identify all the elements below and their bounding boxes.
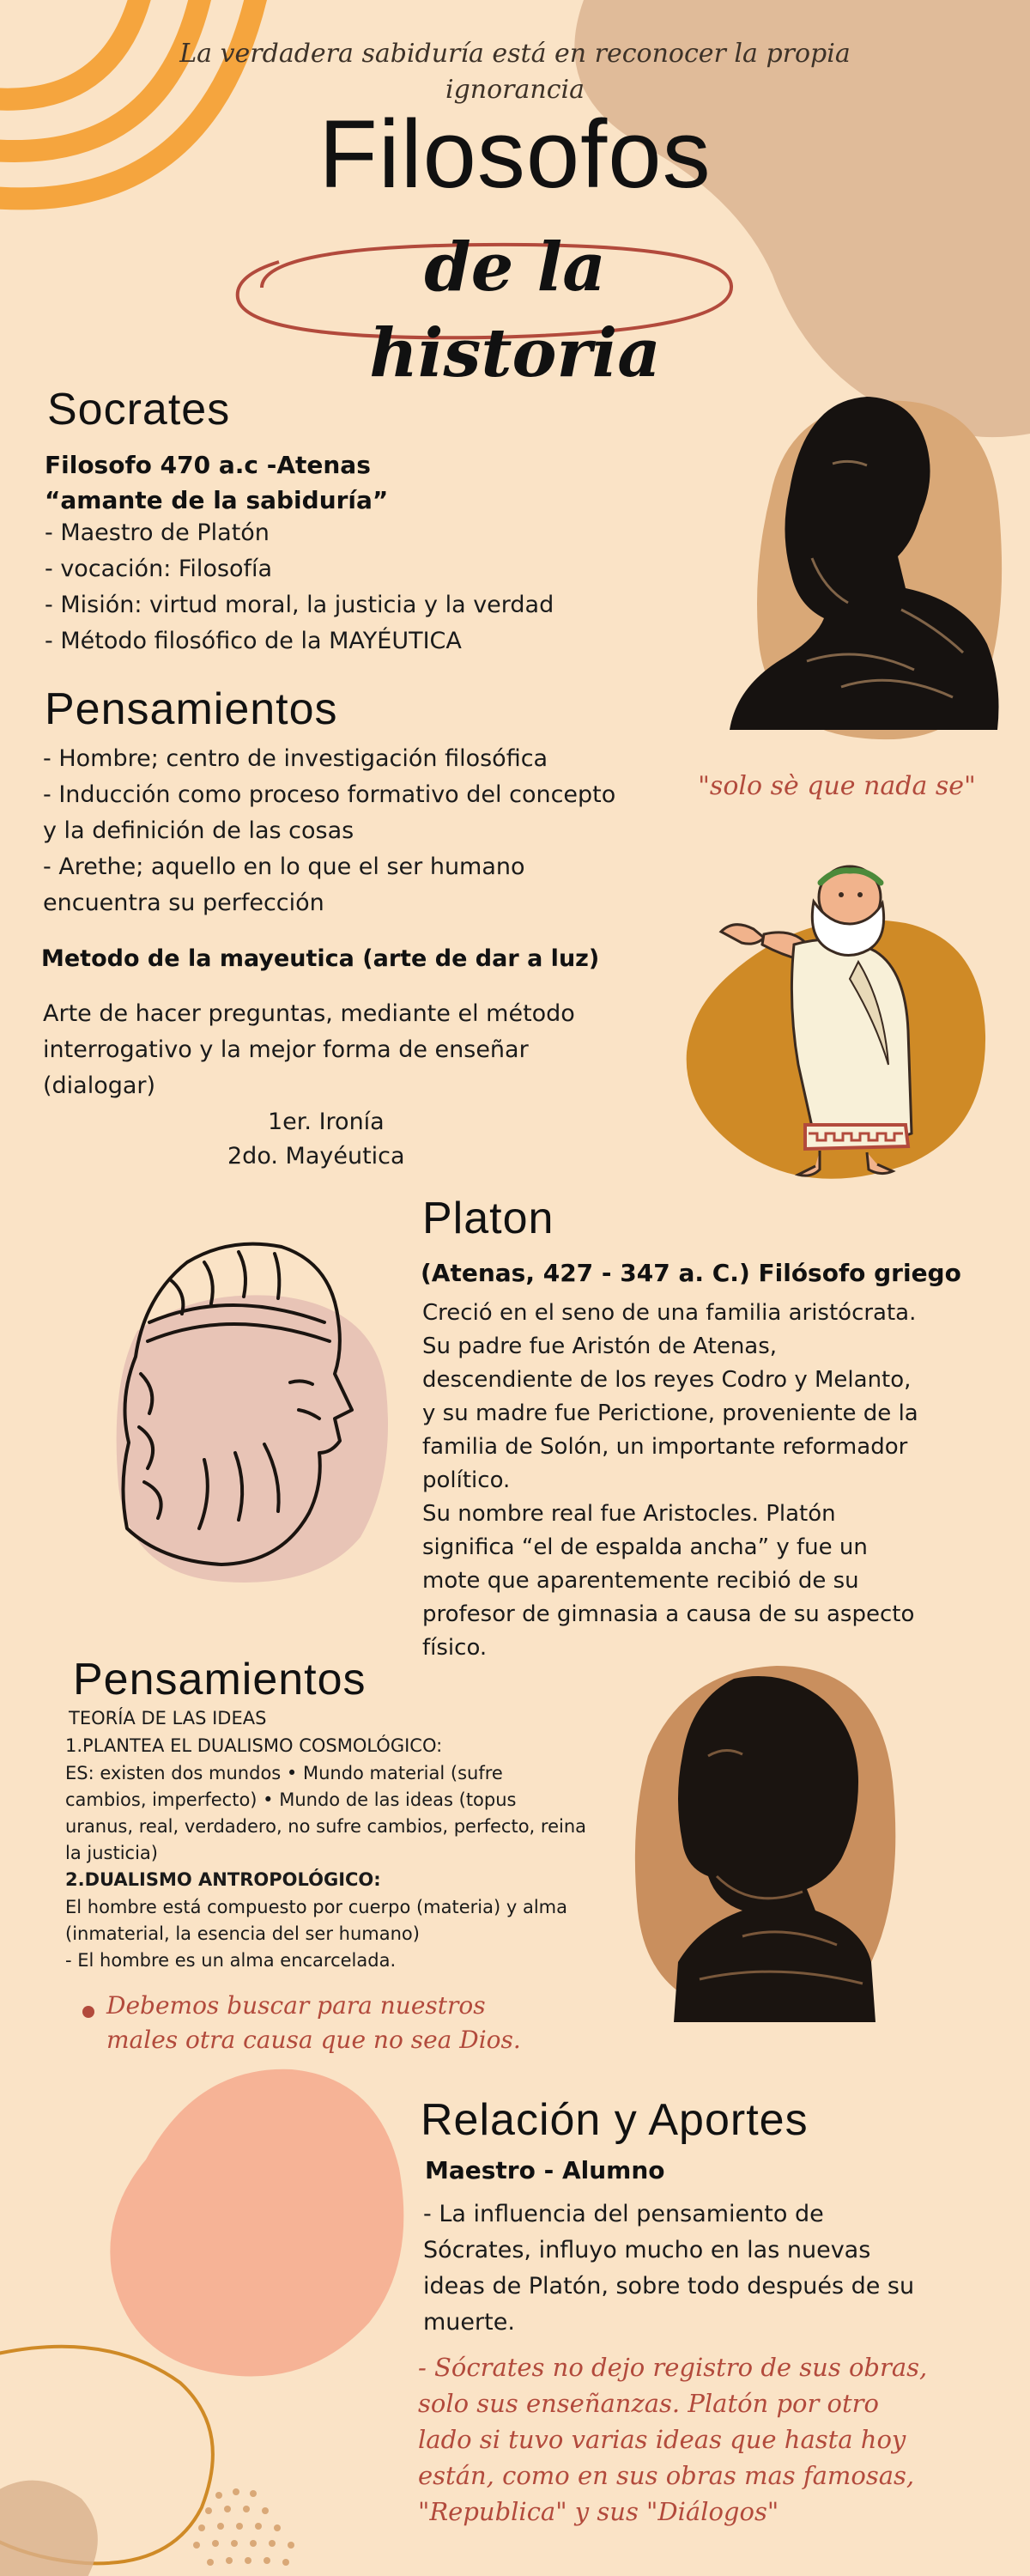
mayeutica-step-1: 1er. Ironía (268, 1109, 385, 1135)
page-subtitle: de la historia (369, 228, 661, 392)
socrates-fact-item: - Método filosófico de la MAYÉUTICA (45, 628, 462, 654)
mayeutica-method-heading: Metodo de la mayeutica (arte de dar a luz) (41, 945, 600, 972)
socrates-fact-item: - Misión: virtud moral, la justicia y la verdad (45, 592, 554, 618)
theory-of-ideas-title: TEORÍA DE LAS IDEAS (69, 1708, 267, 1728)
page-title: Filosofos (318, 100, 712, 208)
socrates-thought-item: - Arethe; aquello en lo que el ser humano encuentra su perfección (43, 854, 525, 916)
socrates-quote: "solo sè que nada se" (698, 771, 976, 801)
socrates-fact-item: - Maestro de Platón (45, 519, 270, 546)
socrates-bust-image (730, 386, 1004, 738)
mayeutica-method-text: Arte de hacer preguntas, mediante el método interrogativo y la mejor forma de enseñar (dialogar) (43, 1000, 575, 1099)
socrates-facts-list (45, 515, 645, 659)
relation-heading: Relación y Aportes (421, 2095, 809, 2145)
plato-thoughts-heading: Pensamientos (73, 1655, 367, 1704)
plato-bio-paragraph-2: Su nombre real fue Aristocles. Platón significa “el de espalda ancha” y fue un mote que aparentemente recibió de su profesor de gimnasia a causa de su aspecto físico. (422, 1501, 915, 1661)
relation-text: - La influencia del pensamiento de Sócrates, influyo mucho en las nuevas ideas de Platón, sobre todo después de su muerte. (423, 2201, 915, 2336)
socrates-intro-line-1: Filosofo 470 a.c -Atenas (45, 451, 371, 479)
socrates-thoughts-list (43, 741, 635, 921)
dots-pattern-bottom (185, 2482, 313, 2576)
anthropological-dualism-text: El hombre está compuesto por cuerpo (materia) y alma (inmaterial, la esencia del ser humano) (65, 1897, 567, 1944)
plato-heading: Platon (422, 1194, 554, 1243)
socrates-heading: Socrates (47, 385, 231, 434)
quote-bullet-dot (82, 2006, 94, 2018)
socrates-intro-line-2: “amante de la sabiduría” (45, 486, 389, 514)
cosmological-dualism-text: ES: existen dos mundos • Mundo material (sufre cambios, imperfecto) • Mundo de las ideas (topus uranus, real, verdadero, no sufre cambios, perfecto, reina la justicia) (65, 1763, 587, 1863)
socrates-cartoon-image (712, 850, 944, 1185)
socrates-thought-item: - Inducción como proceso formativo del concepto y la definición de las cosas (43, 781, 616, 844)
plato-quote: Debemos buscar para nuestros males otra causa que no sea Dios. (106, 1991, 521, 2054)
socrates-thoughts-heading: Pensamientos (45, 684, 338, 734)
mayeutica-step-2: 2do. Mayéutica (227, 1143, 405, 1170)
socrates-fact-item: - vocación: Filosofía (45, 556, 273, 582)
anthropological-dualism-title: 2.DUALISMO ANTROPOLÓGICO: (65, 1869, 381, 1890)
socrates-thought-item: - Hombre; centro de investigación filosófica (43, 745, 548, 772)
plato-subtitle: (Atenas, 427 - 347 a. C.) Filósofo griego (421, 1259, 961, 1287)
cosmological-dualism-title: 1.PLANTEA EL DUALISMO COSMOLÓGICO: (65, 1735, 443, 1756)
plato-bust-image (614, 1653, 897, 2031)
relation-quote: - Sócrates no dejo registro de sus obras, solo sus enseñanzas. Platón por otro lado si tuvo varias ideas que hasta hoy están, como en sus obras mas famosas, "Republica" y sus "Diálogos" (418, 2353, 928, 2526)
relation-subtitle: Maestro - Alumno (425, 2156, 665, 2184)
plato-head-image (110, 1228, 376, 1571)
plato-bio-paragraph-1: Creció en el seno de una familia aristócrata. Su padre fue Aristón de Atenas, descendiente de los reyes Codro y Melanto, y su madre fue Perictione, proveniente de la familia de Solón, un importante reformador político. (422, 1300, 918, 1493)
header-quote: La verdadera sabiduría está en reconocer la propia ignorancia (179, 39, 851, 105)
imprisoned-soul-text: - El hombre es un alma encarcelada. (65, 1950, 397, 1971)
